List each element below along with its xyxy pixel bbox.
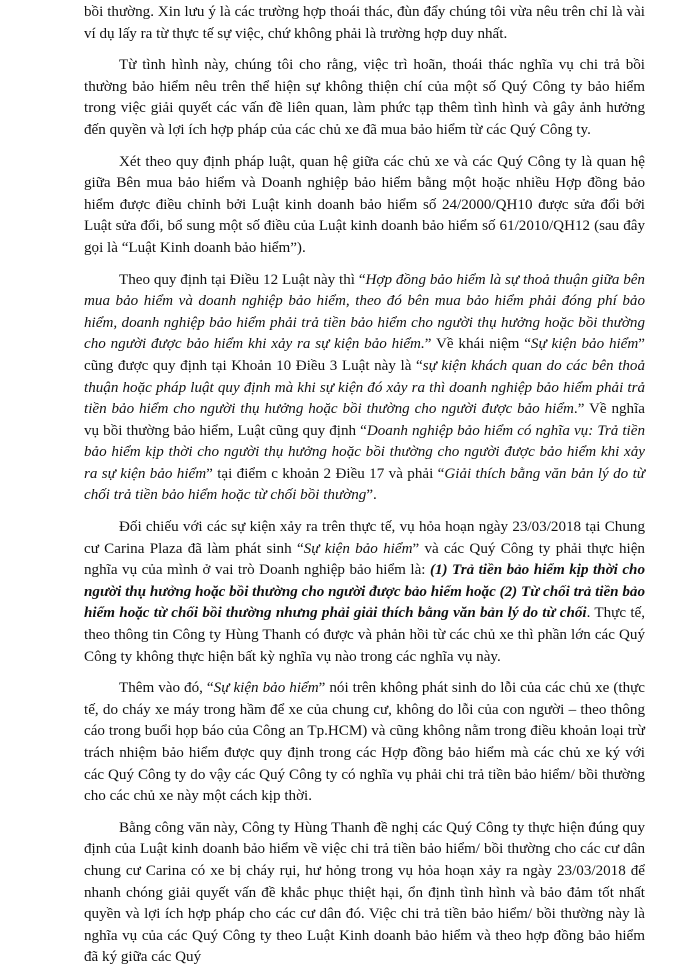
paragraph-5 bbox=[84, 517, 645, 668]
italic-quote: Hợp đồng bảo hiểm là sự thoả thuận giữa bên mua bảo hiểm và doanh nghiệp bảo hiểm, theo đó bên mua bảo hiểm phải đóng phí bảo hiểm, doanh nghiệp bảo hiểm phải trả tiền bảo hiểm cho người thụ hưởng hoặc bồi thường cho người được bảo hiểm khi xảy ra sự kiện bảo hiểm. bbox=[84, 271, 645, 353]
paragraph-7 bbox=[84, 818, 645, 969]
text-segment: Đối chiếu với các sự kiện xảy ra trên thực tế, vụ hỏa hoạn ngày 23/03/2018 tại Chung cư Carina Plaza đã làm phát sinh “ bbox=[84, 519, 645, 557]
italic-quote: Sự kiện bảo hiểm bbox=[530, 336, 639, 353]
paragraph-4 bbox=[84, 270, 645, 508]
bold-italic-emphasis: (1) Trả tiền bảo hiểm kịp thời cho người thụ hưởng hoặc bồi thường cho người được bảo hiểm hoặc (2) Từ chối trả tiền bảo hiểm hoặc từ chối bồi thường nhưng phải giải thích bằng văn bản lý do từ chối bbox=[84, 562, 645, 622]
text-segment: ” tại điểm c khoản 2 Điều 17 và phải “ bbox=[206, 465, 445, 482]
text-segment: Từ tình hình này, chúng tôi cho rằng, việc trì hoãn, thoái thác nghĩa vụ chi trả bồi thường bảo hiểm nêu trên thể hiện sự không thiện chí của một số Quý Công ty bảo hiểm trong việc giải quyết các vấn đề liên quan, làm phức tạp thêm tình hình và gây ảnh hưởng đến quyền và lợi ích hợp pháp của các chủ xe đã mua bảo hiểm từ các Quý Công ty. bbox=[84, 57, 645, 138]
text-segment: . Thực tế, theo thông tin Công ty Hùng Thanh có được và phản hồi từ các chủ xe thì phần lớn các Quý Công ty không thực hiện bất kỳ nghĩa vụ nào trong các nghĩa vụ này. bbox=[84, 605, 645, 665]
text-segment: Theo quy định tại Điều 12 Luật này thì “ bbox=[119, 271, 366, 288]
text-segment: ” nói trên không phát sinh do lỗi của các chủ xe (thực tế, do cháy xe máy trong hầm để xe của chung cư, không do lỗi của con người – theo thông cáo trong buổi họp báo của Công an Tp.HCM) và cũng không nằm trong điều khoản loại trừ trách nhiệm bảo hiểm được quy định trong các Hợp đồng bảo hiểm mà các chủ xe ký với các Quý Công ty do vậy các Quý Công ty có nghĩa vụ phải chi trả tiền bảo hiểm/ bồi thường cho các chủ xe này một cách kịp thời. bbox=[84, 680, 645, 805]
paragraph-6 bbox=[84, 678, 645, 808]
italic-quote: Sự kiện bảo hiểm bbox=[303, 540, 413, 557]
paragraph-2 bbox=[84, 55, 645, 141]
paragraph-1 bbox=[84, 2, 645, 45]
text-segment: ” Về khái niệm “ bbox=[424, 336, 531, 353]
italic-quote: Sự kiện bảo hiểm bbox=[213, 680, 319, 697]
text-segment: ”. bbox=[366, 487, 377, 504]
text-segment: Thêm vào đó, “ bbox=[119, 680, 214, 697]
text-segment: bồi thường. Xin lưu ý là các trường hợp thoái thác, đùn đẩy chúng tôi vừa nêu trên chỉ là vài ví dụ lấy ra từ thực tế sự việc, chứ không phải là trường hợp duy nhất. bbox=[84, 4, 645, 42]
italic-quote: sự kiện khách quan do các bên thoả thuận hoặc pháp luật quy định mà khi sự kiện đó xảy ra thì doanh nghiệp bảo hiểm phải trả tiền bảo hiểm cho người thụ hưởng hoặc bồi thường cho người được bảo hiểm bbox=[84, 357, 645, 418]
italic-quote: Doanh nghiệp bảo hiểm có nghĩa vụ: Trả tiền bảo hiểm kịp thời cho người thụ hưởng hoặc bồi thường cho người được bảo hiểm khi xảy ra sự kiện bảo hiểm bbox=[84, 422, 645, 482]
text-segment: ” và các Quý Công ty phải thực hiện nghĩa vụ của mình ở vai trò Doanh nghiệp bảo hiểm là: bbox=[84, 540, 645, 579]
italic-quote: Giải thích bằng văn bản lý do từ chối trả tiền bảo hiểm hoặc từ chối bồi thường bbox=[84, 465, 645, 504]
text-segment: ” cũng được quy định tại Khoản 10 Điều 3 Luật này là “ bbox=[84, 336, 645, 374]
text-segment: Xét theo quy định pháp luật, quan hệ giữa các chủ xe và các Quý Công ty là quan hệ giữa Bên mua bảo hiểm và Doanh nghiệp bảo hiểm bằng một hoặc nhiều Hợp đồng bảo hiểm được điều chỉnh bởi Luật kinh doanh bảo hiểm số 24/2000/QH10 được sửa đổi bởi Luật sửa đổi, bổ sung một số điều của Luật kinh doanh bảo hiểm số 61/2010/QH12 (sau đây gọi là “Luật Kinh doanh bảo hiểm”). bbox=[84, 153, 645, 256]
text-segment: Bằng công văn này, Công ty Hùng Thanh đề nghị các Quý Công ty thực hiện đúng quy định của Luật kinh doanh bảo hiểm về việc chi trả tiền bảo hiểm/ bồi thường cho các cư dân chung cư Carina có xe bị cháy rụi, hư hỏng trong vụ hỏa hoạn xảy ra ngày 23/03/2018 để nhanh chóng giải quyết vấn đề khắc phục thiệt hại, ổn định tình hình và bảo đảm tốt nhất quyền và lợi ích hợp pháp cho các cư dân đó. Việc chi trả tiền bảo hiểm/ bồi thường này là nghĩa vụ của các Quý Công ty theo Luật Kinh doanh bảo hiểm và theo hợp đồng bảo hiểm đã ký giữa các Quý bbox=[84, 819, 645, 966]
text-segment: .” Về nghĩa vụ bồi thường bảo hiểm, Luật cũng quy định “ bbox=[84, 401, 645, 439]
paragraph-3 bbox=[84, 152, 645, 260]
